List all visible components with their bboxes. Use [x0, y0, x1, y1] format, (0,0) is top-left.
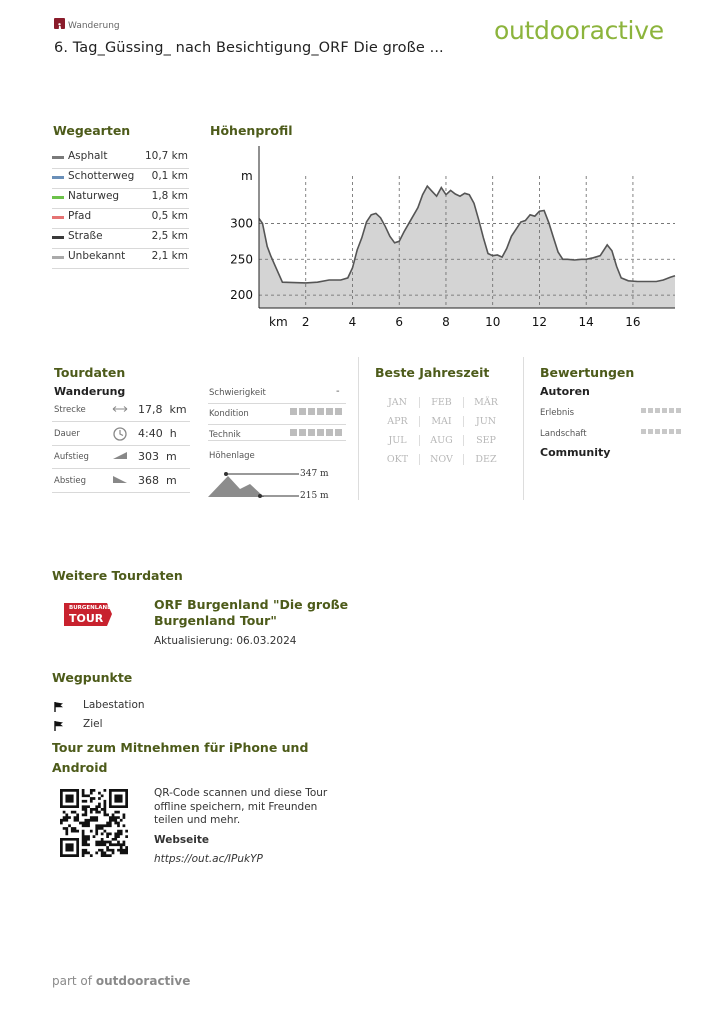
- tourdaten-value: [138, 450, 177, 463]
- authors-label: Autoren: [540, 385, 590, 398]
- x-tick-label: 6: [395, 315, 404, 329]
- month-cell: OKT: [376, 454, 420, 465]
- wegeart-color-swatch: [52, 156, 64, 159]
- month-cell: FEB: [420, 397, 464, 408]
- divider: [208, 440, 346, 441]
- column-divider: [523, 357, 524, 500]
- y-tick-label: 250: [230, 252, 253, 267]
- tourdaten-value: [138, 427, 177, 440]
- x-tick-label: 12: [531, 315, 548, 329]
- wegeart-row: [52, 149, 189, 169]
- wegeart-value: 0,1 km: [151, 170, 188, 182]
- logo-line1: BURGENLAND: [69, 605, 112, 611]
- tourdaten-label: Dauer: [54, 428, 80, 439]
- logo-line2: TOUR: [69, 612, 104, 625]
- waypoint-label: Ziel: [83, 718, 103, 730]
- category-label: Wanderung: [68, 21, 120, 31]
- wegeart-value: 2,1 km: [151, 250, 188, 262]
- month-cell: AUG: [420, 435, 464, 446]
- schwierigkeit-label: Schwierigkeit: [209, 388, 266, 398]
- wegeart-value: 0,5 km: [151, 210, 188, 222]
- tourdaten-label: Strecke: [54, 405, 86, 415]
- wegeart-row: [52, 189, 189, 209]
- tourdaten-label: Aufstieg: [54, 452, 89, 462]
- tourdaten-value: [138, 403, 187, 416]
- wegeart-color-swatch: [52, 196, 64, 199]
- tourdaten-unit: m: [166, 473, 177, 487]
- wegeart-label: Asphalt: [68, 150, 108, 162]
- wegearten-heading: Wegearten: [53, 123, 131, 138]
- wegeart-label: Straße: [68, 230, 103, 242]
- weitere-tour-title[interactable]: ORF Burgenland "Die große Burgenland Tour": [154, 597, 349, 628]
- community-label[interactable]: Community: [540, 446, 611, 459]
- hoehenlage-min: 215 m: [300, 491, 329, 501]
- x-tick-label: 2: [301, 315, 310, 329]
- wegeart-value: 10,7 km: [144, 150, 188, 162]
- hoehenlage-graphic: [206, 468, 302, 500]
- landschaft-rating: [641, 429, 681, 434]
- month-cell: MAI: [420, 416, 464, 427]
- elevation-chart: [225, 140, 685, 335]
- update-date: Aktualisierung: 06.03.2024: [154, 635, 297, 647]
- wegpunkte-heading: Wegpunkte: [52, 670, 133, 685]
- weitere-heading: Weitere Tourdaten: [52, 568, 183, 583]
- flag-icon: [54, 717, 64, 736]
- footer[interactable]: [52, 974, 190, 988]
- erlebnis-rating: [641, 408, 681, 413]
- bewertungen-heading: Bewertungen: [540, 365, 635, 380]
- footer-brand: outdooractive: [95, 974, 191, 988]
- kondition-label: Kondition: [209, 409, 249, 419]
- tourdaten-number: 4:40: [138, 426, 163, 440]
- brand-logo[interactable]: outdooractive: [494, 16, 664, 45]
- kondition-rating: [290, 408, 342, 415]
- tourdaten-label: Abstieg: [54, 475, 86, 486]
- wegeart-row: [52, 229, 189, 249]
- hoehenlage-max: 347 m: [300, 469, 329, 479]
- flag-icon: [54, 698, 64, 717]
- x-tick-label: 16: [625, 315, 641, 329]
- clock-icon: [112, 427, 128, 441]
- wegeart-label: Pfad: [68, 210, 92, 222]
- y-tick-label: 300: [230, 216, 253, 231]
- tourdaten-heading: Tourdaten: [54, 365, 126, 380]
- tour-title: 6. Tag_Güssing_ nach Besichtigung_ORF Die große ...: [54, 40, 444, 56]
- tourdaten-unit: m: [166, 450, 177, 463]
- tourdaten-number: 303: [138, 450, 159, 463]
- tourdaten-row: [52, 446, 190, 469]
- hiking-category-icon: [54, 18, 65, 29]
- qr-description: QR-Code scannen und diese Tour offline speichern, mit Freunden teilen und mehr.: [154, 787, 328, 826]
- column-divider: [358, 357, 359, 500]
- website-label: Webseite: [154, 834, 209, 846]
- wegeart-row: [52, 249, 189, 269]
- waypoint-label: Labestation: [83, 699, 145, 711]
- mitnehmen-heading: Tour zum Mitnehmen für iPhone und Android: [52, 740, 309, 775]
- y-axis-unit: m: [241, 169, 253, 183]
- y-tick-label: 200: [230, 288, 253, 303]
- wegeart-color-swatch: [52, 236, 64, 239]
- month-cell: SEP: [476, 435, 496, 446]
- divider: [208, 424, 346, 425]
- months-row: [376, 450, 514, 469]
- month-cell: JAN: [376, 397, 420, 408]
- burgenland-tour-logo[interactable]: [63, 602, 113, 627]
- wegeart-color-swatch: [52, 176, 64, 179]
- wegeart-label: Schotterweg: [68, 170, 135, 182]
- ascent-icon: [112, 450, 128, 464]
- month-cell: DEZ: [475, 454, 497, 465]
- months-row: [376, 393, 514, 412]
- wegeart-label: Unbekannt: [68, 250, 126, 262]
- wegeart-label: Naturweg: [68, 190, 120, 202]
- month-cell: APR: [376, 416, 420, 427]
- wegeart-color-swatch: [52, 216, 64, 219]
- wegeart-color-swatch: [52, 256, 64, 259]
- months-row: [376, 431, 514, 450]
- tourdaten-number: 368: [138, 473, 159, 487]
- tourdaten-unit: km: [169, 403, 187, 416]
- tourdaten-number: 17,8: [138, 403, 163, 416]
- months-grid: [376, 393, 514, 469]
- x-tick-label: 14: [578, 315, 594, 329]
- qr-code[interactable]: [60, 789, 128, 857]
- technik-rating: [290, 429, 342, 436]
- tourdaten-value: [138, 474, 177, 487]
- erlebnis-label: Erlebnis: [540, 408, 575, 418]
- hoehenlage-label: Höhenlage: [209, 451, 255, 461]
- x-tick-label: 8: [442, 315, 450, 329]
- tourdaten-row: [52, 470, 190, 493]
- x-axis-unit: km: [269, 315, 288, 329]
- divider: [208, 403, 346, 404]
- tourdaten-row: [52, 423, 190, 446]
- month-cell: JUL: [376, 435, 420, 446]
- x-tick-label: 10: [485, 315, 501, 329]
- month-cell: JUN: [475, 416, 497, 427]
- landschaft-label: Landschaft: [540, 429, 587, 439]
- technik-label: Technik: [209, 430, 241, 440]
- wegeart-value: 2,5 km: [151, 230, 188, 242]
- tourdaten-unit: h: [169, 426, 177, 440]
- elevation-area: [259, 186, 675, 308]
- hoehenprofil-heading: Höhenprofil: [210, 123, 293, 138]
- tourdaten-row: [52, 399, 190, 422]
- months-row: [376, 412, 514, 431]
- website-url[interactable]: https://out.ac/IPukYP: [154, 853, 263, 865]
- wegeart-value: 1,8 km: [151, 190, 188, 202]
- wegeart-row: [52, 169, 189, 189]
- footer-prefix: part of: [52, 974, 92, 988]
- schwierigkeit-value: -: [336, 386, 340, 397]
- wegeart-row: [52, 209, 189, 229]
- jahreszeit-heading: Beste Jahreszeit: [375, 365, 490, 380]
- month-cell: NOV: [420, 454, 464, 465]
- tour-type: Wanderung: [54, 385, 126, 398]
- arrow-both-icon: [112, 403, 128, 417]
- descent-icon: [112, 474, 128, 488]
- x-tick-label: 4: [348, 315, 357, 329]
- month-cell: MÄR: [474, 397, 498, 408]
